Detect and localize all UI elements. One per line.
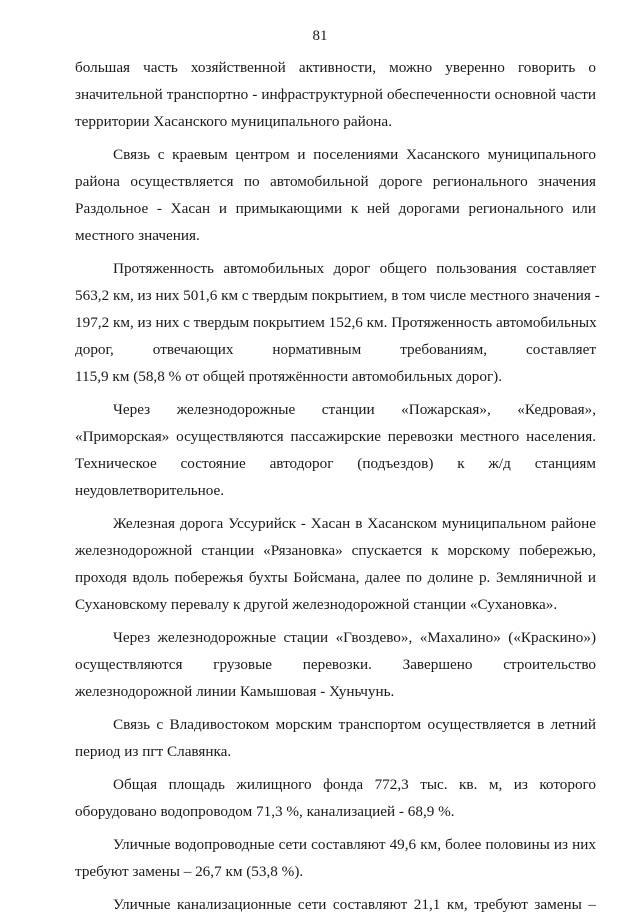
paragraph <box>75 141 596 249</box>
text-line: Раздольное - Хасан и примыкающими к ней дорогами регионального или <box>75 200 596 217</box>
text-line: 197,2 км, из них с твердым покрытием 152,6 км. Протяженность автомобильных <box>75 314 597 331</box>
text-line: большая часть хозяйственной активности, можно уверенно говорить о <box>75 59 596 76</box>
text-line: Уличные водопроводные сети составляют 49,6 км, более половины из них <box>113 836 596 853</box>
text-line: Железная дорога Уссурийск - Хасан в Хасанском муниципальном районе <box>113 515 596 532</box>
paragraph <box>75 831 596 885</box>
text-line: оборудовано водопроводом 71,3 %, канализацией - 68,9 %. <box>75 803 455 820</box>
paragraph <box>75 771 596 825</box>
text-line: требуют замены – 26,7 км (53,8 %). <box>75 863 304 880</box>
text-line: значительной транспортно - инфраструктурной обеспеченности основной части <box>75 86 596 103</box>
text-line: проходя вдоль побережья бухты Бойсмана, далее по долине р. Земляничной и <box>75 569 596 586</box>
paragraph <box>75 624 596 705</box>
text-line: Через железнодорожные стации «Гвоздево», «Махалино» («Краскино») <box>113 629 596 646</box>
text-line: Протяженность автомобильных дорог общего пользования составляет <box>113 260 596 277</box>
document-body <box>75 54 600 924</box>
paragraph <box>75 255 600 390</box>
text-line: Техническое состояние автодорог (подъездов) к ж/д станциям <box>75 455 596 472</box>
paragraph <box>75 711 596 765</box>
paragraph <box>75 396 596 504</box>
text-line: осуществляются грузовые перевозки. Завершено строительство <box>75 656 596 673</box>
text-line: территории Хасанского муниципального района. <box>75 113 392 130</box>
text-line: Через железнодорожные станции «Пожарская», «Кедровая», <box>113 401 596 418</box>
text-line: период из пгт Славянка. <box>75 743 232 760</box>
text-line: 563,2 км, из них 501,6 км с твердым покрытием, в том числе местного значения - <box>75 287 600 304</box>
text-line: дорог, отвечающих нормативным требованиям, составляет <box>75 341 596 358</box>
text-line: железнодорожной линии Камышовая - Хуньчунь. <box>75 683 395 700</box>
text-line: местного значения. <box>75 227 200 244</box>
text-line: Связь с краевым центром и поселениями Хасанского муниципального <box>113 146 596 163</box>
page-number: 81 <box>312 28 328 44</box>
paragraph <box>75 510 596 618</box>
text-line: «Приморская» осуществляются пассажирские перевозки местного населения. <box>75 428 596 445</box>
text-line: 115,9 км (58,8 % от общей протяжённости автомобильных дорог). <box>75 368 503 385</box>
text-line: Уличные канализационные сети составляют 21,1 км, требуют замены – <box>113 896 596 913</box>
text-line: неудовлетворительное. <box>75 482 225 499</box>
text-line: Общая площадь жилищного фонда 772,3 тыс. кв. м, из которого <box>113 776 596 793</box>
paragraph <box>75 54 596 135</box>
text-line: железнодорожной станции «Рязановка» спускается к морскому побережью, <box>75 542 596 559</box>
text-line: Связь с Владивостоком морским транспортом осуществляется в летний <box>113 716 596 733</box>
text-line: Сухановскому перевалу к другой железнодорожной станции «Сухановка». <box>75 596 558 613</box>
text-line: района осуществляется по автомобильной дороге регионального значения <box>75 173 596 190</box>
